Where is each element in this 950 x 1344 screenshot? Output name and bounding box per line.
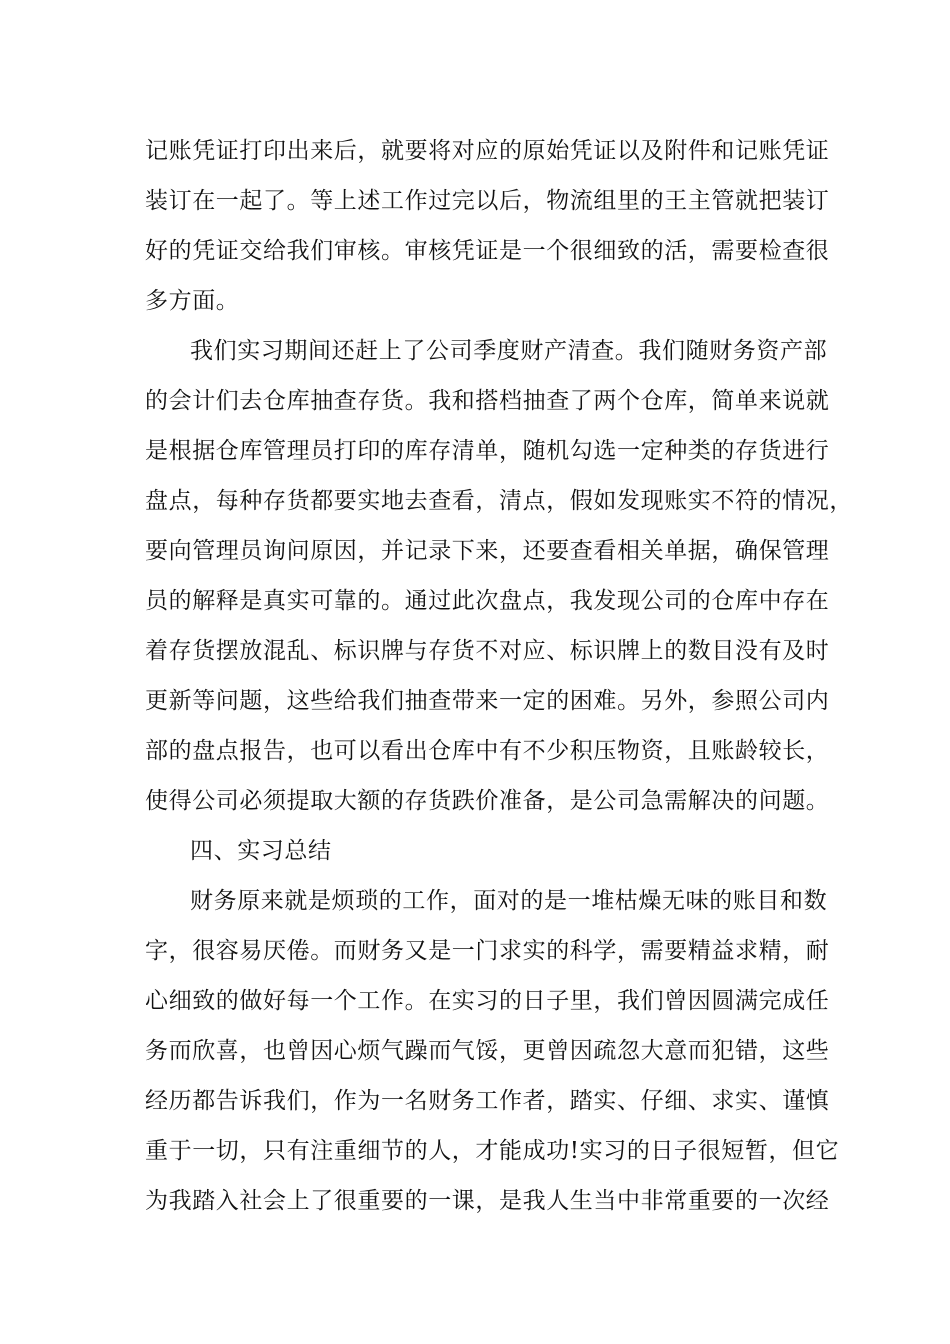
section-heading: 四、实习总结 xyxy=(190,838,332,864)
text-line: 员的解释是真实可靠的。通过此次盘点，我发现公司的仓库中存在 xyxy=(145,588,830,614)
text-line: 使得公司必须提取大额的存货跌价准备，是公司急需解决的问题。 xyxy=(145,788,830,814)
text-line: 好的凭证交给我们审核。审核凭证是一个很细致的活，需要检查很 xyxy=(145,238,830,264)
text-line: 更新等问题，这些给我们抽查带来一定的困难。另外，参照公司内 xyxy=(145,688,830,714)
text-line: 着存货摆放混乱、标识牌与存货不对应、标识牌上的数目没有及时 xyxy=(145,638,830,664)
text-line: 为我踏入社会上了很重要的一课，是我人生当中非常重要的一次经 xyxy=(145,1188,830,1214)
text-line: 经历都告诉我们，作为一名财务工作者，踏实、仔细、求实、谨慎 xyxy=(145,1088,830,1114)
paragraph-first-line: 财务原来就是烦琐的工作，面对的是一堆枯燥无味的账目和数 xyxy=(190,888,828,914)
text-line: 记账凭证打印出来后，就要将对应的原始凭证以及附件和记账凭证 xyxy=(145,138,830,164)
text-line: 盘点，每种存货都要实地去查看，清点，假如发现账实不符的情况， xyxy=(145,488,853,514)
text-line: 部的盘点报告，也可以看出仓库中有不少积压物资，且账龄较长， xyxy=(145,738,830,764)
text-line: 字，很容易厌倦。而财务又是一门求实的科学，需要精益求精，耐 xyxy=(145,938,830,964)
text-line: 装订在一起了。等上述工作过完以后，物流组里的王主管就把装订 xyxy=(145,188,830,214)
text-line: 的会计们去仓库抽查存货。我和搭档抽查了两个仓库，简单来说就 xyxy=(145,388,830,414)
text-line: 心细致的做好每一个工作。在实习的日子里，我们曾因圆满完成任 xyxy=(145,988,830,1014)
text-line: 重于一切，只有注重细节的人，才能成功!实习的日子很短暂，但它 xyxy=(145,1138,840,1164)
text-line: 多方面。 xyxy=(145,288,240,314)
text-line: 是根据仓库管理员打印的库存清单，随机勾选一定种类的存货进行 xyxy=(145,438,830,464)
paragraph-first-line: 我们实习期间还赶上了公司季度财产清查。我们随财务资产部 xyxy=(190,338,828,364)
text-line: 要向管理员询问原因，并记录下来，还要查看相关单据，确保管理 xyxy=(145,538,830,564)
text-line: 务而欣喜，也曾因心烦气躁而气馁，更曾因疏忽大意而犯错，这些 xyxy=(145,1038,830,1064)
